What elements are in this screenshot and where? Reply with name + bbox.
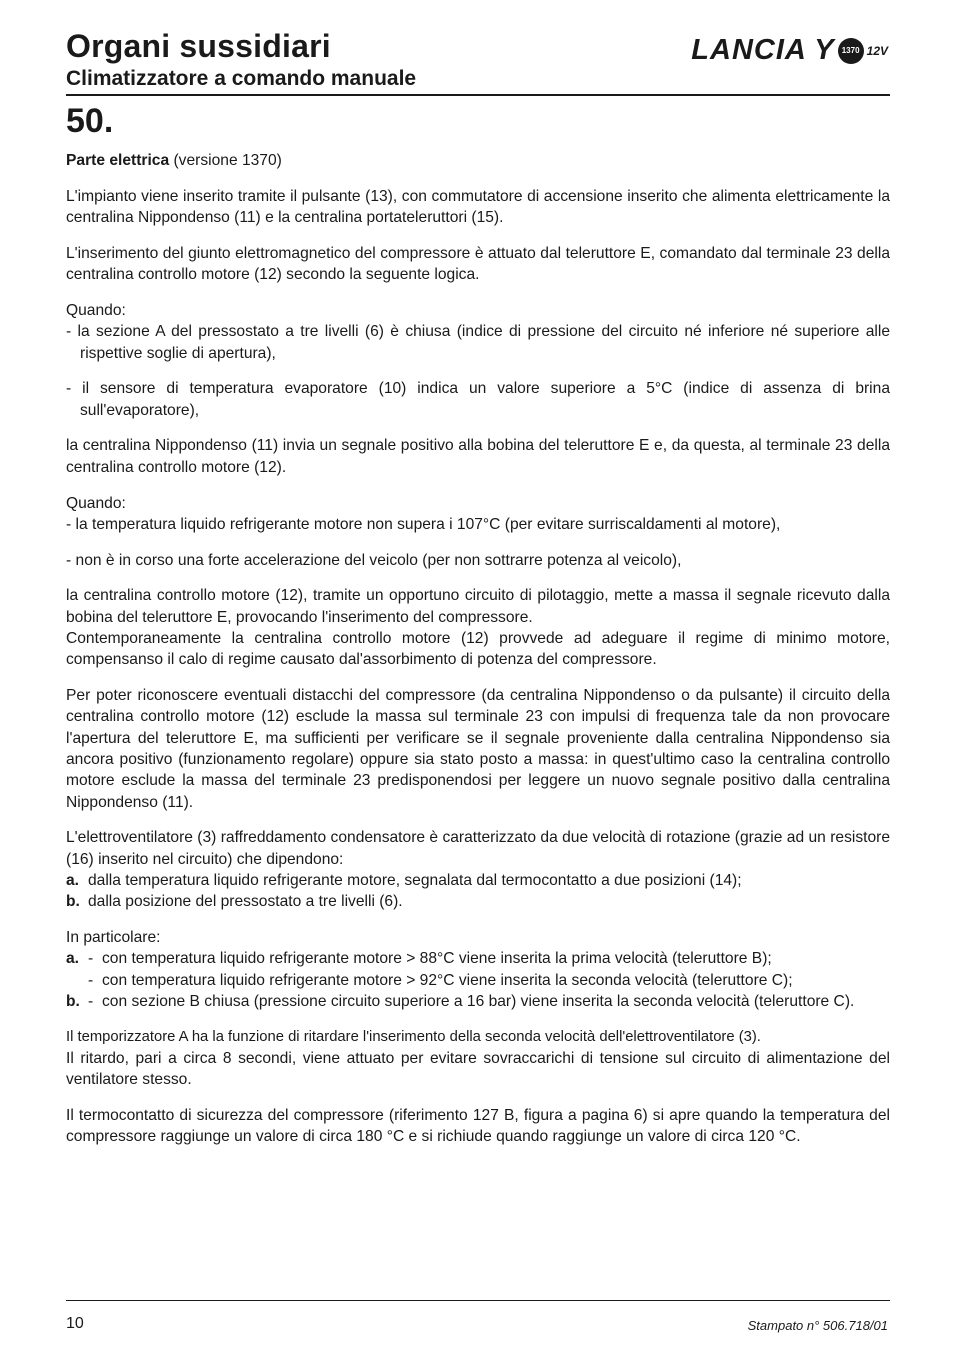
paragraph: L'impianto viene inserito tramite il pulsante (13), con commutatore di accensione inserito che alimenta elettricamente la centralina Nippondenso (11) e la centralina portateleruttori (15). bbox=[66, 187, 890, 227]
paragraph: Per poter riconoscere eventuali distacchi del compressore (da centralina Nippondenso o da pulsante) il circuito della centralina controllo motore (12) esclude la massa sul terminale 23 con impulsi di frequenza tale da non provocare l'apertura del teleruttore E, ma sufficienti per verificare se il segnale proveniente dalla centralina Nippondenso sia ancora positivo (funzionamento regolare) oppure sia stato posto a massa: in quest'ultimo caso la centralina controllo motore esclude la massa del terminale 23 predisponendosi per leggere un nuovo segnale positivo dalla centralina Nippondenso (11). bbox=[66, 687, 890, 811]
list-item bbox=[66, 870, 890, 891]
section-heading bbox=[66, 150, 890, 171]
condition-item: - la temperatura liquido refrigerante motore non supera i 107°C (per evitare surriscaldamenti al motore), bbox=[66, 515, 781, 533]
page-number: 10 bbox=[66, 1315, 84, 1332]
fan-speed-block bbox=[66, 827, 890, 912]
list-letter: a. bbox=[66, 872, 80, 890]
list-item bbox=[66, 891, 890, 912]
condition-item: - non è in corso una forte accelerazione del veicolo (per non sottrarre potenza al veicolo), bbox=[66, 551, 682, 569]
list-letter: b. bbox=[66, 893, 80, 911]
footer-divider bbox=[66, 1300, 890, 1301]
list-letter: a. bbox=[66, 950, 80, 968]
condition-label: Quando: bbox=[66, 494, 126, 512]
header-divider bbox=[66, 94, 890, 96]
heading-rest: (versione 1370) bbox=[169, 152, 282, 169]
heading-bold: Parte elettrica bbox=[66, 152, 170, 169]
condition-result: la centralina controllo motore (12), tramite un opportuno circuito di pilotaggio, mette a massa il segnale ricevuto dalla bobina del teleruttore E, provocando l'inserimento del compressore. bbox=[66, 587, 890, 626]
page-header bbox=[66, 28, 416, 92]
brand-name: LANCIA Y bbox=[691, 34, 835, 66]
engine-badge-icon: 1370 bbox=[838, 38, 864, 64]
particolare-block bbox=[66, 927, 890, 1012]
sub-item-text: con temperatura liquido refrigerante motore > 92°C viene inserita la seconda velocità (teleruttore C); bbox=[102, 971, 793, 989]
print-reference: Stampato n° 506.718/01 bbox=[747, 1318, 888, 1333]
sub-item: - con temperatura liquido refrigerante motore > 88°C viene inserita la prima velocità (teleruttore B); bbox=[88, 948, 793, 969]
document-body bbox=[66, 150, 890, 1162]
paragraph: L'elettroventilatore (3) raffreddamento condensatore è caratterizzato da due velocità di rotazione (grazie ad un resistore (16) inserito nel circuito) che dipendono: bbox=[66, 829, 890, 868]
brand-logo bbox=[691, 34, 888, 67]
list-letter: b. bbox=[66, 993, 80, 1010]
list-item bbox=[66, 948, 890, 991]
condition-block-2 bbox=[66, 493, 890, 671]
condition-item: - il sensore di temperatura evaporatore (10) indica un valore superiore a 5°C (indice di assenza di brina sull'evaporatore), bbox=[66, 380, 890, 419]
list-item bbox=[66, 991, 890, 1012]
section-number: 50. bbox=[66, 102, 114, 140]
brand-variant: 12V bbox=[866, 43, 888, 58]
page-subtitle: Climatizzatore a comando manuale bbox=[66, 67, 417, 90]
condition-label: Quando: bbox=[66, 301, 126, 319]
paragraph: Il ritardo, pari a circa 8 secondi, viene attuato per evitare sovraccarichi di tensione sul circuito di alimentazione del ventilatore stesso. bbox=[66, 1050, 890, 1089]
paragraph: Il termocontatto di sicurezza del compressore (riferimento 127 B, figura a pagina 6) si apre quando la temperatura del compressore raggiunge un valore di circa 180 °C e si richiude quando raggiunge un valore di circa 120 °C. bbox=[66, 1107, 890, 1146]
timer-block bbox=[66, 1027, 890, 1091]
condition-result: la centralina Nippondenso (11) invia un segnale positivo alla bobina del teleruttore E e, da questa, al terminale 23 della centralina controllo motore (12). bbox=[66, 437, 890, 476]
paragraph: L'inserimento del giunto elettromagnetico del compressore è attuato dal teleruttore E, comandato dal terminale 23 della centralina controllo motore (12) secondo la seguente logica. bbox=[66, 244, 890, 284]
paragraph: Il temporizzatore A ha la funzione di ritardare l'inserimento della seconda velocità dell'elettroventilatore (3). bbox=[66, 1028, 761, 1045]
sub-item-text: con temperatura liquido refrigerante motore > 88°C viene inserita la prima velocità (teleruttore B); bbox=[102, 950, 772, 968]
condition-result: Contemporaneamente la centralina controllo motore (12) provvede ad adeguare il regime di minimo motore, compensanso il calo di regime causato dal'assorbimento di potenza del compressore. bbox=[66, 630, 890, 669]
list-text: dalla posizione del pressostato a tre livelli (6). bbox=[88, 893, 403, 911]
paragraph: In particolare: bbox=[66, 929, 161, 947]
sub-item-text: con sezione B chiusa (pressione circuito superiore a 16 bar) viene inserita la seconda velocità (teleruttore C). bbox=[102, 993, 855, 1010]
sub-item: - con temperatura liquido refrigerante motore > 92°C viene inserita la seconda velocità (teleruttore C); bbox=[88, 970, 793, 991]
condition-block-1 bbox=[66, 300, 890, 478]
condition-item: - la sezione A del pressostato a tre livelli (6) è chiusa (indice di pressione del circuito né inferiore né superiore alle rispettive soglie di apertura), bbox=[66, 323, 890, 362]
page-title: Organi sussidiari bbox=[66, 28, 331, 64]
sub-item: - con sezione B chiusa (pressione circuito superiore a 16 bar) viene inserita la seconda velocità (teleruttore C). bbox=[88, 991, 854, 1012]
list-text: dalla temperatura liquido refrigerante motore, segnalata dal termocontatto a due posizioni (14); bbox=[88, 872, 742, 890]
